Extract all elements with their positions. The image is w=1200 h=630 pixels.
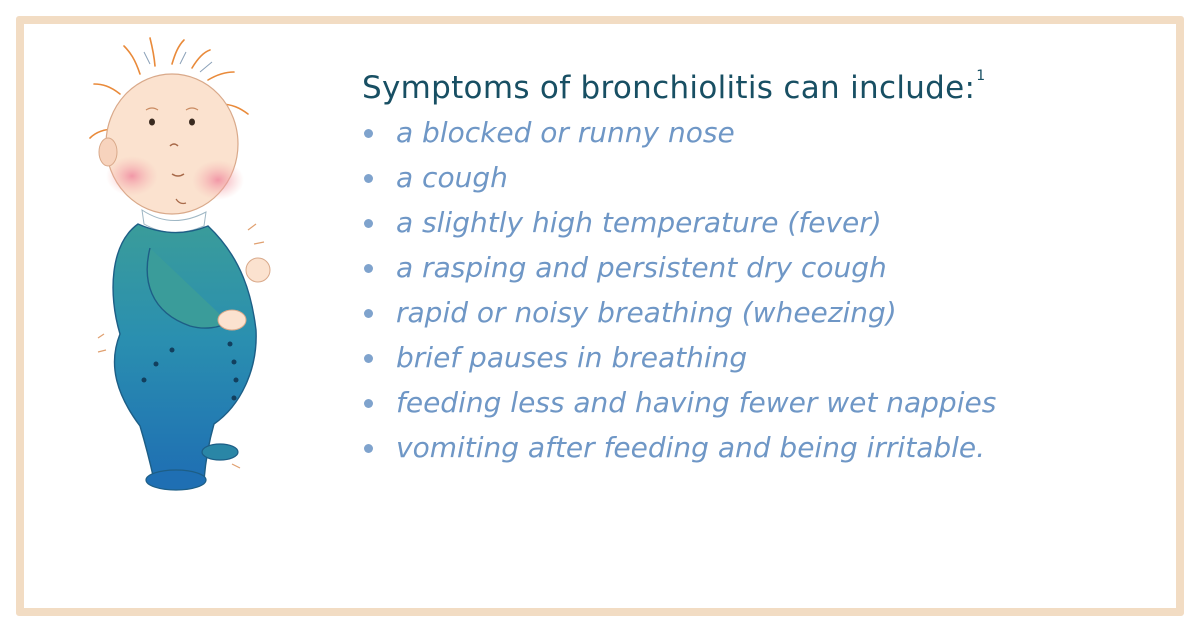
list-item-text: a cough bbox=[396, 161, 508, 194]
list-item-text: a rasping and persistent dry cough bbox=[396, 251, 887, 284]
list-item bbox=[362, 200, 1152, 245]
list-item-text: feeding less and having fewer wet nappies bbox=[396, 386, 997, 419]
onesie bbox=[113, 224, 256, 480]
symptom-list bbox=[362, 110, 1152, 470]
list-item-text: vomiting after feeding and being irritable. bbox=[396, 431, 986, 464]
heading bbox=[362, 70, 1152, 106]
list-item-text: rapid or noisy breathing (wheezing) bbox=[396, 296, 897, 329]
toddler-illustration bbox=[80, 34, 300, 494]
list-item bbox=[362, 245, 1152, 290]
bullet-icon bbox=[364, 129, 373, 138]
symptoms-panel bbox=[362, 70, 1152, 470]
heading-text: Symptoms of bronchiolitis can include: bbox=[362, 70, 976, 106]
list-item bbox=[362, 425, 1152, 470]
list-item bbox=[362, 380, 1152, 425]
list-item bbox=[362, 110, 1152, 155]
bullet-icon bbox=[364, 354, 373, 363]
bullet-icon bbox=[364, 219, 373, 228]
bullet-icon bbox=[364, 264, 373, 273]
bullet-icon bbox=[364, 309, 373, 318]
bullet-icon bbox=[364, 174, 373, 183]
footnote-marker: 1 bbox=[976, 68, 986, 84]
list-item-text: a slightly high temperature (fever) bbox=[396, 206, 882, 239]
bullet-icon bbox=[364, 399, 373, 408]
list-item bbox=[362, 290, 1152, 335]
list-item bbox=[362, 155, 1152, 200]
bullet-icon bbox=[364, 444, 373, 453]
list-item-text: a blocked or runny nose bbox=[396, 116, 735, 149]
list-item-text: brief pauses in breathing bbox=[396, 341, 748, 374]
list-item bbox=[362, 335, 1152, 380]
